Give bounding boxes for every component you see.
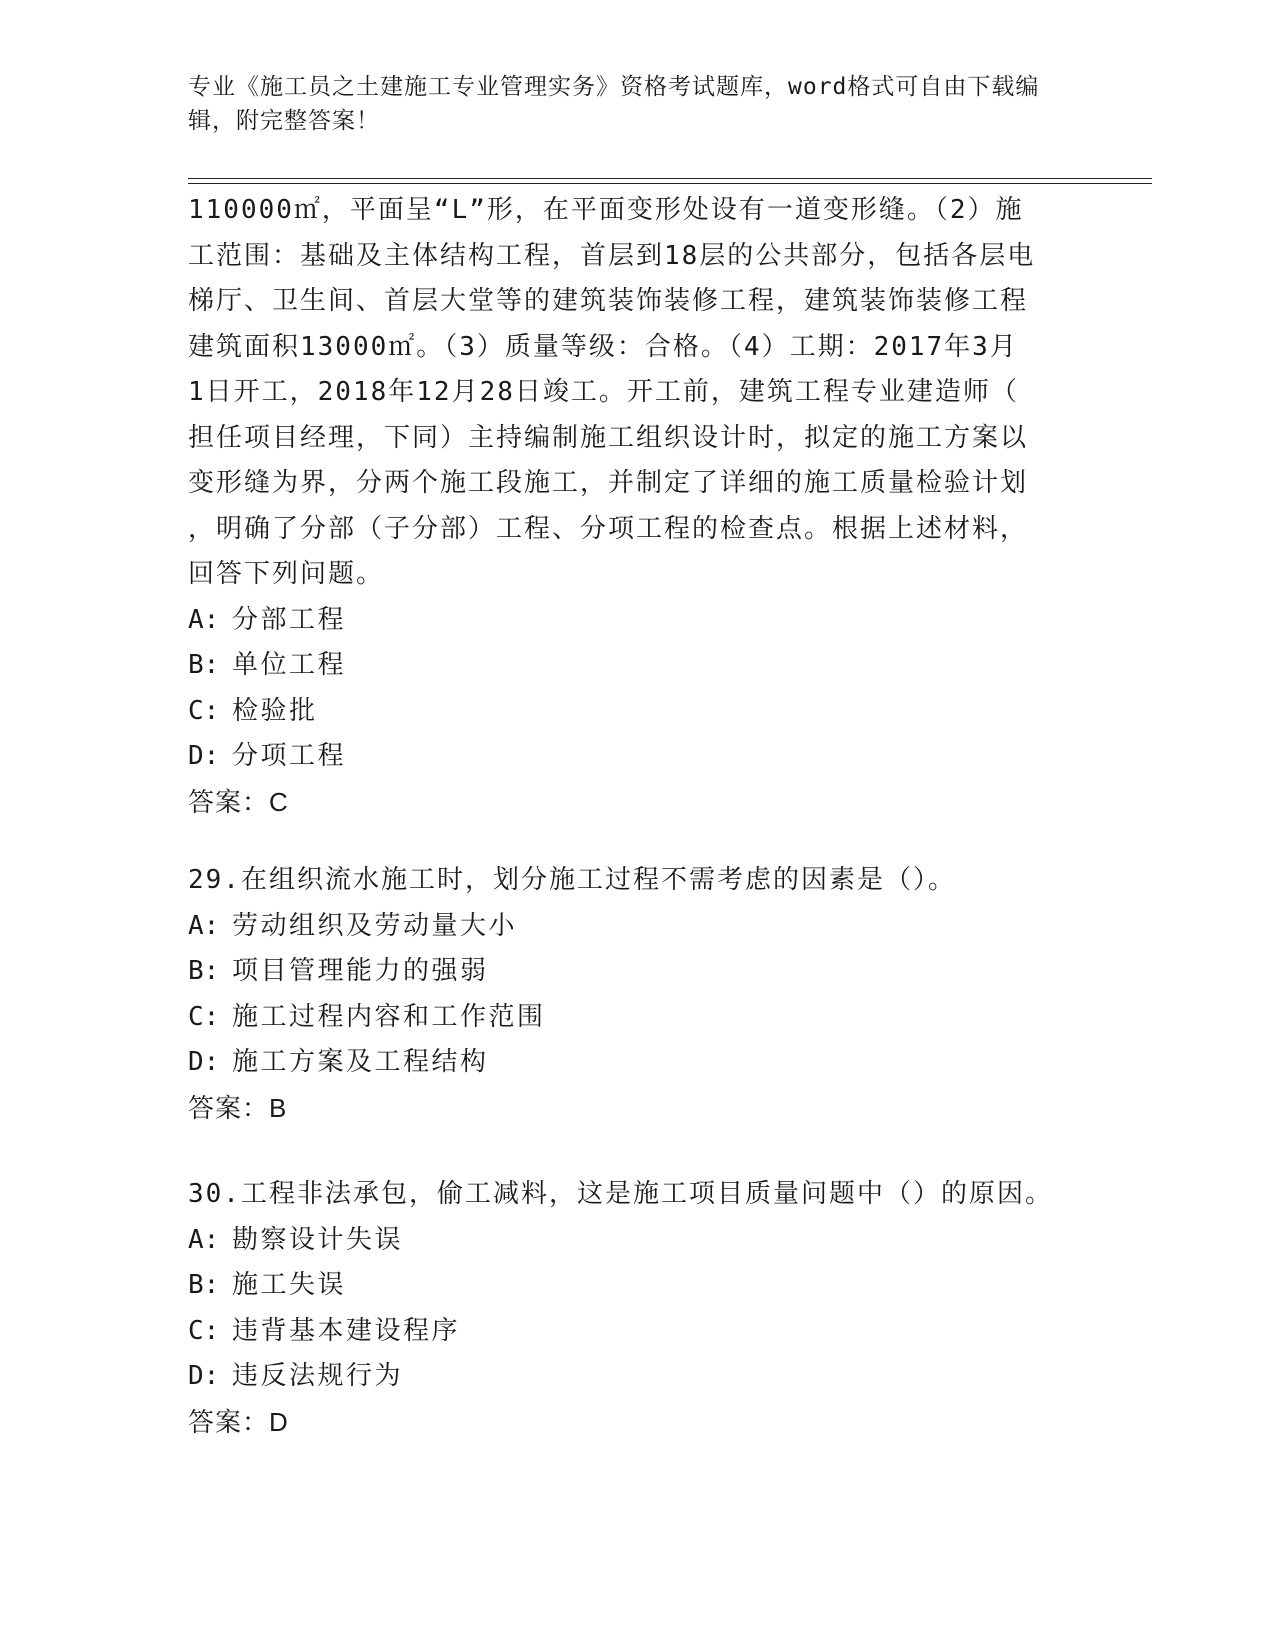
option-a: [188, 598, 1088, 644]
option-text: 勘察设计失误: [232, 1224, 404, 1255]
question-stem-line: 变形缝为界，分两个施工段施工，并制定了详细的施工质量检验计划: [188, 468, 1029, 498]
document-header: [188, 70, 1068, 138]
option-c: [188, 689, 1088, 735]
header-rule-top: [188, 178, 1152, 179]
option-key: A:: [188, 604, 220, 635]
question-stem-line: 梯厅、卫生间、首层大堂等的建筑装饰装修工程，建筑装饰装修工程: [188, 286, 1029, 316]
question-stem-line: 建筑面积13000㎡。（3）质量等级：合格。（4）工期：2017年3月: [188, 331, 1018, 362]
question-stem-line: 110000㎡，平面呈“L”形，在平面变形处设有一道变形缝。（2）施: [188, 195, 1024, 225]
option-key: D:: [188, 741, 220, 771]
option-key: C:: [188, 695, 220, 726]
option-key: B:: [188, 1270, 220, 1300]
option-d: [188, 734, 1088, 780]
header-line-2: 辑，附完整答案！: [188, 108, 380, 134]
option-c: [188, 995, 1088, 1041]
option-d: [188, 1040, 1088, 1086]
question-stem-line: 担任项目经理，下同）主持编制施工组织设计时，拟定的施工方案以: [188, 422, 1029, 453]
option-text: 分部工程: [232, 604, 347, 635]
option-text: 单位工程: [232, 650, 347, 680]
option-b: [188, 949, 1088, 995]
question-stem-line: ，明确了分部（子分部）工程、分项工程的检查点。根据上述材料，: [188, 513, 1029, 544]
option-a: [188, 904, 1088, 950]
question-stem: 29.在组织流水施工时，划分施工过程不需考虑的因素是（）。: [188, 865, 956, 895]
option-d: [188, 1354, 1088, 1400]
option-key: D:: [188, 1047, 220, 1077]
option-text: 施工方案及工程结构: [232, 1047, 489, 1077]
option-b: [188, 1263, 1088, 1309]
option-key: B:: [188, 650, 220, 680]
option-text: 项目管理能力的强弱: [232, 956, 489, 986]
option-key: A:: [188, 1224, 220, 1255]
option-key: A:: [188, 910, 220, 941]
option-key: C:: [188, 1001, 220, 1032]
option-text: 违背基本建设程序: [232, 1315, 461, 1346]
question-stem-line: 1日开工，2018年12月28日竣工。开工前，建筑工程专业建造师（: [188, 377, 1019, 407]
option-key: B:: [188, 956, 220, 986]
option-text: 违反法规行为: [232, 1361, 404, 1391]
option-key: C:: [188, 1315, 220, 1346]
answer-line: 答案：B: [188, 1092, 288, 1123]
answer-line: 答案：C: [188, 786, 289, 817]
option-b: [188, 643, 1088, 689]
option-text: 分项工程: [232, 741, 347, 771]
question-stem-line: 工范围：基础及主体结构工程，首层到18层的公共部分，包括各层电: [188, 240, 1036, 271]
question-29: [188, 858, 1088, 1131]
question-28: [188, 188, 1088, 825]
option-a: [188, 1218, 1088, 1264]
option-text: 劳动组织及劳动量大小: [232, 910, 518, 941]
header-rule-bottom: [188, 183, 1152, 184]
option-key: D:: [188, 1361, 220, 1391]
option-text: 施工过程内容和工作范围: [232, 1001, 546, 1032]
answer-line: 答案：D: [188, 1406, 289, 1437]
option-text: 施工失误: [232, 1270, 347, 1300]
question-stem-line: 回答下列问题。: [188, 559, 385, 589]
header-line-1: 专业《施工员之土建施工专业管理实务》资格考试题库，word格式可自由下载编: [188, 74, 1040, 100]
option-c: [188, 1309, 1088, 1355]
option-text: 检验批: [232, 695, 318, 726]
question-30: [188, 1172, 1088, 1445]
question-stem: 30.工程非法承包，偷工减料，这是施工项目质量问题中（）的原因。: [188, 1179, 1053, 1209]
